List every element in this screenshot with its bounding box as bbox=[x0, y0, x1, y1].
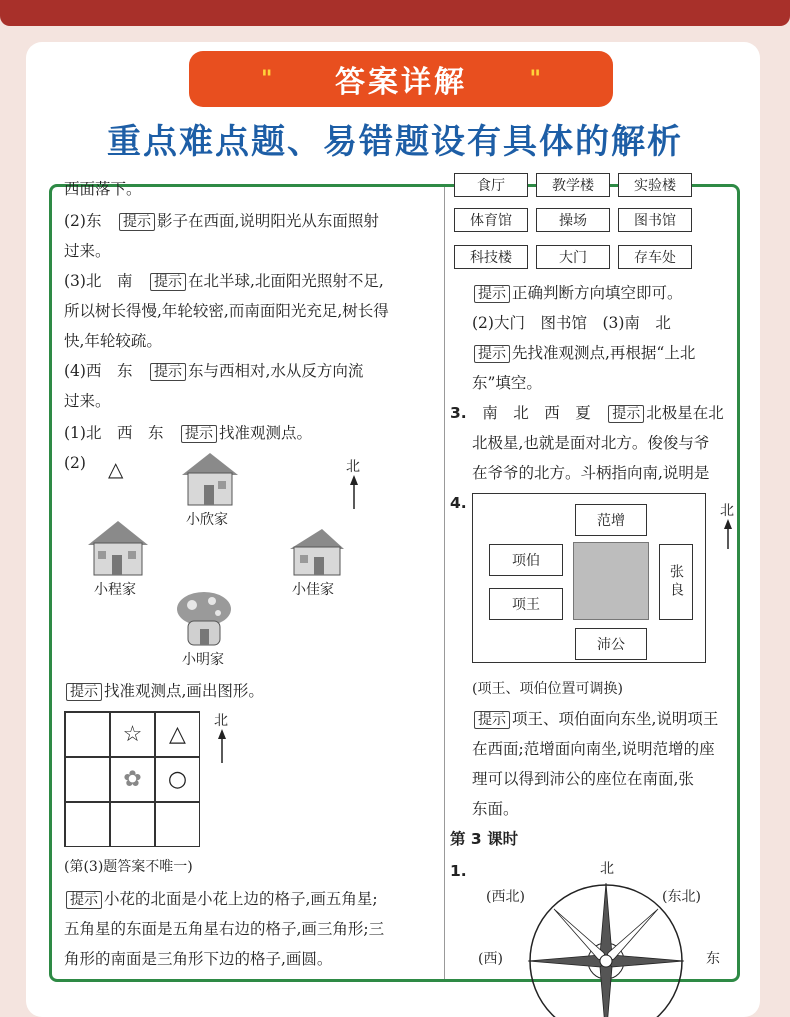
grid-cell-flower: ✿ bbox=[110, 757, 155, 802]
north-arrow-icon bbox=[216, 729, 228, 763]
hint-text: 在北半球,北面阳光照射不足, bbox=[187, 272, 384, 290]
building-box: 食厅 bbox=[454, 173, 528, 197]
answer-p2-num: (2) bbox=[64, 454, 86, 472]
column-divider bbox=[444, 187, 445, 979]
seat-xiangbo: 项伯 bbox=[489, 544, 563, 576]
text-line: 在西面;范增面向南坐,说明范增的座 bbox=[472, 740, 715, 758]
text-line: 五角星的东面是五角星右边的格子,画三角形;三 bbox=[64, 920, 385, 938]
headline: 重点难点题、易错题设有具体的解析 bbox=[107, 122, 683, 162]
answer-num: (3)北 南 bbox=[64, 272, 133, 290]
table bbox=[573, 542, 649, 620]
text-line: 过来。 bbox=[64, 392, 111, 410]
grid-cell bbox=[65, 712, 110, 757]
answer-q2 bbox=[64, 211, 379, 231]
text-line: 过来。 bbox=[64, 242, 111, 260]
hint-tag: 提示 bbox=[474, 285, 510, 303]
north-arrow-icon bbox=[722, 519, 734, 549]
hint-line bbox=[64, 889, 378, 909]
north-label: 北 bbox=[720, 503, 734, 519]
building-box: 科技楼 bbox=[454, 245, 528, 269]
left-column bbox=[52, 180, 442, 979]
grid-cell bbox=[65, 757, 110, 802]
hint-line bbox=[472, 283, 683, 303]
lesson-heading: 第 3 课时 bbox=[450, 830, 519, 848]
answer-num: (4)西 东 bbox=[64, 362, 133, 380]
north-label: 北 bbox=[346, 459, 360, 475]
banner-title: 答案详解 bbox=[335, 65, 467, 100]
grid-cell bbox=[65, 802, 110, 847]
compass-east: 东 bbox=[706, 951, 720, 967]
answer-num: 1. bbox=[450, 862, 467, 880]
building-box: 体育馆 bbox=[454, 208, 528, 232]
grid-cell bbox=[110, 802, 155, 847]
answer-grid bbox=[64, 711, 200, 847]
hint-text: 正确判断方向填空即可。 bbox=[512, 284, 683, 302]
building-box: 图书馆 bbox=[618, 208, 692, 232]
answer-p1 bbox=[64, 423, 312, 443]
hint-line bbox=[64, 681, 264, 701]
hint-text: 东与西相对,水从反方向流 bbox=[187, 362, 364, 380]
compass-north: 北 bbox=[600, 861, 614, 877]
answer-q4 bbox=[64, 361, 363, 381]
hint-tag: 提示 bbox=[181, 425, 217, 443]
seat-fanzeng: 范增 bbox=[575, 504, 647, 536]
answer-num: (1)北 西 东 bbox=[64, 424, 164, 442]
compass-northeast: (东北) bbox=[662, 889, 701, 905]
grid-cell-circle: ○ bbox=[155, 757, 200, 802]
north-label: 北 bbox=[214, 713, 228, 729]
hint-text: 找准观测点。 bbox=[218, 424, 312, 442]
hint-line bbox=[472, 709, 718, 729]
answer-num: 3. bbox=[450, 404, 467, 422]
text-line: 东面。 bbox=[472, 800, 519, 818]
answer-banner bbox=[189, 51, 613, 107]
seating-map bbox=[472, 493, 706, 663]
triangle-icon: △ bbox=[108, 457, 124, 481]
text-line: 角形的南面是三角形下边的格子,画圆。 bbox=[64, 950, 333, 968]
hint-text: 北极星在北 bbox=[646, 404, 724, 422]
hint-tag: 提示 bbox=[66, 683, 102, 701]
hint-tag: 提示 bbox=[474, 711, 510, 729]
hint-tag: 提示 bbox=[150, 273, 186, 291]
grid-cell bbox=[155, 802, 200, 847]
answer-q3 bbox=[64, 271, 384, 291]
seat-xiangwang: 项王 bbox=[489, 588, 563, 620]
hint-text: 先找准观测点,再根据“上北 bbox=[512, 344, 696, 362]
banner-quote-right: " bbox=[529, 67, 541, 92]
text-line: 西面落下。 bbox=[64, 180, 142, 198]
grid-cell-star: ☆ bbox=[110, 712, 155, 757]
hint-text: 影子在西面,说明阳光从东面照射 bbox=[156, 212, 379, 230]
text-line: 北极星,也就是面对北方。俊俊与爷 bbox=[472, 434, 710, 452]
text-line: 所以树长得慢,年轮较密,而南面阳光充足,树长得 bbox=[64, 302, 389, 320]
hint-tag: 提示 bbox=[474, 345, 510, 363]
text-line: (2)大门 图书馆 (3)南 北 bbox=[472, 314, 671, 332]
answer-num: 4. bbox=[450, 494, 467, 512]
hint-tag: 提示 bbox=[66, 891, 102, 909]
answer-text: 南 北 西 夏 bbox=[482, 404, 591, 422]
house-label-xiaoxin: 小欣家 bbox=[186, 512, 228, 528]
house-icon bbox=[180, 451, 240, 507]
answer-page bbox=[49, 178, 740, 982]
house-label-xiaojia: 小佳家 bbox=[292, 582, 334, 598]
house-label-xiaocheng: 小程家 bbox=[94, 582, 136, 598]
hint-text: 项王、项伯面向东坐,说明项王 bbox=[512, 710, 719, 728]
right-column bbox=[450, 178, 737, 979]
text-line: 理可以得到沛公的座位在南面,张 bbox=[472, 770, 694, 788]
answer-q3 bbox=[450, 403, 724, 423]
north-arrow-icon bbox=[348, 475, 360, 509]
text-line: 东”填空。 bbox=[472, 374, 542, 392]
answer-num: (2)东 bbox=[64, 212, 102, 230]
hint-tag: 提示 bbox=[608, 405, 644, 423]
text-line: 在爷爷的北方。斗柄指向南,说明是 bbox=[472, 464, 710, 482]
hint-tag: 提示 bbox=[119, 213, 155, 231]
note-line: (项王、项伯位置可调换) bbox=[472, 681, 623, 697]
house-label-xiaoming: 小明家 bbox=[182, 652, 224, 668]
compass-west: (西) bbox=[478, 951, 503, 967]
banner-quote-left: " bbox=[261, 67, 273, 92]
building-box: 大门 bbox=[536, 245, 610, 269]
seat-zhangliang: 张良 bbox=[659, 544, 693, 620]
house-icon bbox=[288, 527, 346, 577]
seat-peigong: 沛公 bbox=[575, 628, 647, 660]
building-box: 教学楼 bbox=[536, 173, 610, 197]
grid-cell-triangle: △ bbox=[155, 712, 200, 757]
top-bar bbox=[0, 0, 790, 26]
building-box: 实验楼 bbox=[618, 173, 692, 197]
compass-rose-icon bbox=[526, 879, 686, 989]
hint-tag: 提示 bbox=[150, 363, 186, 381]
note-line: (第(3)题答案不唯一) bbox=[64, 859, 193, 875]
compass-northwest: (西北) bbox=[486, 889, 525, 905]
hint-line bbox=[472, 343, 695, 363]
building-box: 操场 bbox=[536, 208, 610, 232]
building-box: 存车处 bbox=[618, 245, 692, 269]
text-line: 快,年轮较疏。 bbox=[64, 332, 162, 350]
house-icon bbox=[86, 519, 150, 577]
hint-text: 小花的北面是小花上边的格子,画五角星; bbox=[104, 890, 378, 908]
mushroom-house-icon bbox=[176, 591, 232, 647]
hint-text: 找准观测点,画出图形。 bbox=[104, 682, 264, 700]
